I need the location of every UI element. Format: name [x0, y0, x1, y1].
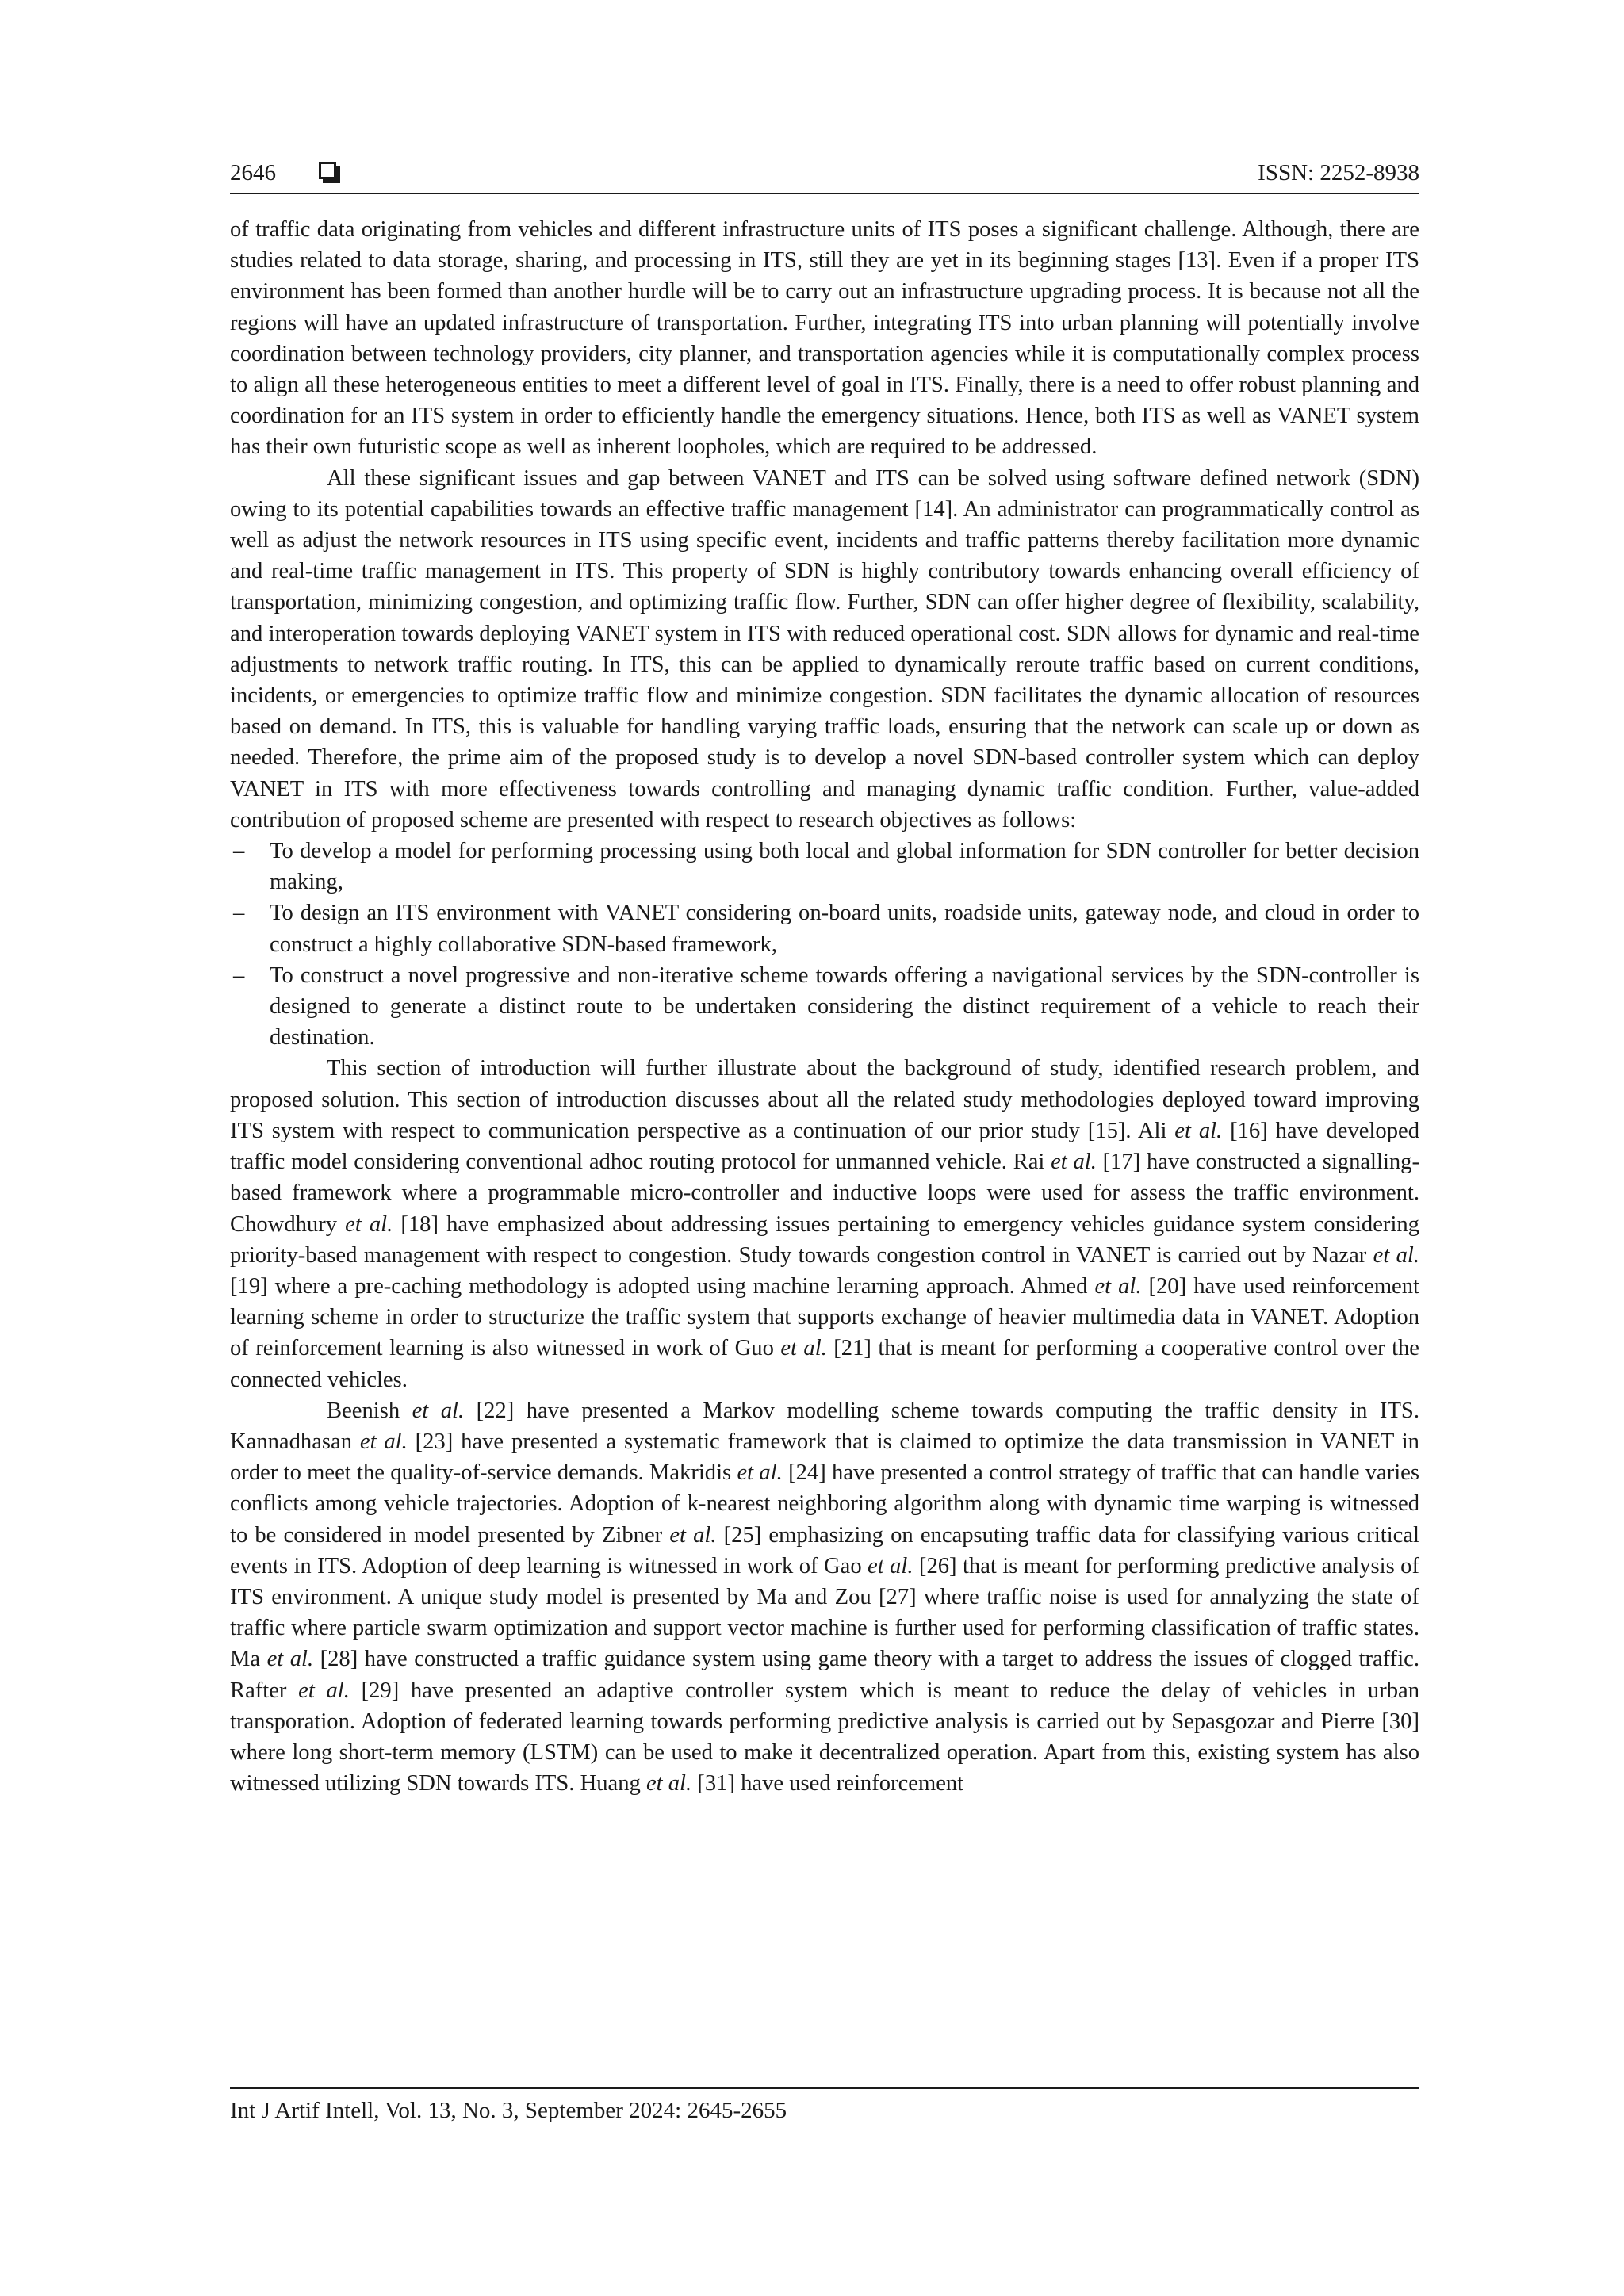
text-run: [16] have developed traffic model considering conventional adhoc routing protocol for unmanned vehicle. Rai — [230, 1118, 1419, 1175]
et-al: et al. — [1094, 1273, 1142, 1299]
header-divider — [230, 193, 1419, 194]
et-al: et al. — [645, 1771, 692, 1797]
et-al: et al. — [298, 1678, 350, 1703]
text-run: [31] have used reinforcement — [691, 1771, 964, 1797]
dash-bullet: – — [233, 901, 245, 926]
square-bullet-icon — [319, 162, 336, 179]
text-run: [25] emphasizing on encapsuting traffic data for classifying various critical events in ITS. Adoption of deep learning is witnessed in work of Gao — [230, 1522, 1419, 1578]
et-al: et al. — [345, 1211, 393, 1237]
text-run: [23] have presented a systematic framework that is claimed to optimize the data transmission in VANET in order to meet the quality-of-service demands. Makridis — [230, 1429, 1419, 1486]
dash-bullet: – — [233, 839, 245, 864]
text-run: [21] that is meant for performing a cooperative control over the connected vehicles. — [230, 1336, 1419, 1392]
text-run: [17] have constructed a signalling-based framework where a programmable micro-controller and inductive loops were used for assess the traffic environment. Chowdhury — [230, 1150, 1420, 1237]
list-item — [230, 897, 1419, 959]
text-run: This section of introduction will further illustrate about the background of study, identified research problem, and proposed solution. This section of introduction discusses about all the related study methodologies deployed toward improving ITS system with respect to communication perspective as a continuation of our prior study [15]. Ali — [230, 1056, 1419, 1143]
paragraph-sdn: All these significant issues and gap between VANET and ITS can be solved using software defined network (SDN) owing to its potential capabilities towards an effective traffic management [14]. An administrator can programmatically control as well as adjust the network resources in ITS using specific event, incidents and traffic patterns thereby facilitation more dynamic and real-time traffic management in ITS. This property of SDN is highly contributory towards enhancing overall efficiency of transportation, minimizing congestion, and optimizing traffic flow. Further, SDN can offer higher degree of flexibility, scalability, and interoperation towards deploying VANET system in ITS with reduced operational cost. SDN allows for dynamic and real-time adjustments to network traffic routing. In ITS, this can be applied to dynamically reroute traffic based on current conditions, incidents, or emergencies to optimize traffic flow and minimize congestion. SDN facilitates the dynamic allocation of resources based on demand. In ITS, this is valuable for handling varying traffic loads, ensuring that the network can scale up or down as needed. Therefore, the prime aim of the proposed study is to develop a novel SDN-based controller system which can deploy VANET in ITS with more effectiveness towards controlling and managing dynamic traffic condition. Further, value-added contribution of proposed scheme are presented with respect to research objectives as follows: — [230, 465, 1419, 832]
et-al: et al. — [1051, 1150, 1097, 1175]
text-run: [29] have presented an adaptive controller system which is meant to reduce the delay of vehicles in urban transporation. Adoption of federated learning towards performing predictive analysis is carried out by Sepasgozar and Pierre [30] where long short-term memory (LSTM) can be used to make it decentralized operation. Apart from this, existing system has also witnessed utilizing SDN towards ITS. Huang — [230, 1678, 1420, 1797]
text-run: [26] that is meant for performing predictive analysis of ITS environment. A unique study model is presented by Ma and Zou [27] where traffic noise is used for annalyzing the state of traffic where particle swarm optimization and support vector machine is further used for performing classification of traffic states. Ma — [230, 1553, 1419, 1672]
list-item-text: To develop a model for performing processing using both local and global information for SDN controller for better decision making, — [270, 839, 1419, 895]
article-body — [230, 214, 1419, 1799]
et-al: et al. — [1373, 1242, 1419, 1268]
list-item-text: To design an ITS environment with VANET considering on-board units, roadside units, gateway node, and cloud in order to construct a highly collaborative SDN-based framework, — [270, 901, 1419, 957]
page-footer: Int J Artif Intell, Vol. 13, No. 3, September 2024: 2645-2655 — [230, 2098, 787, 2123]
dash-bullet: – — [233, 962, 245, 988]
issn-label: ISSN: 2252-8938 — [1258, 160, 1419, 186]
text-run: [18] have emphasized about addressing issues pertaining to emergency vehicles guidance system considering priority-based management with respect to congestion. Study towards congestion control in VANET is carried out by Nazar — [230, 1211, 1419, 1268]
list-item — [230, 960, 1419, 1054]
et-al: et al. — [1174, 1118, 1223, 1143]
page-number: 2646 — [230, 160, 276, 186]
text-run: [24] have presented a control strategy of traffic that can handle varies conflicts among vehicle trajectories. Adoption of k-nearest neighboring algorithm along with dynamic time warping is witnessed to be considered in model presented by Zibner — [230, 1460, 1419, 1548]
et-al: et al. — [737, 1460, 783, 1486]
text-run: [22] have presented a Markov modelling scheme towards computing the traffic density in ITS. Kannadhasan — [230, 1398, 1419, 1454]
et-al: et al. — [412, 1398, 465, 1423]
et-al: et al. — [669, 1522, 717, 1548]
list-item-text: To construct a novel progressive and non-iterative scheme towards offering a navigational services by the SDN-controller is designed to generate a distinct route to be undertaken considering the distinct requirement of a vehicle to reach their destination. — [270, 962, 1419, 1050]
objectives-list — [230, 836, 1419, 1053]
et-al: et al. — [780, 1336, 827, 1361]
text-run: Beenish — [327, 1398, 412, 1423]
list-item — [230, 836, 1419, 897]
footer-divider — [230, 2087, 1419, 2089]
text-run: [19] where a pre-caching methodology is adopted using machine lerarning approach. Ahmed — [230, 1273, 1095, 1299]
page-header — [230, 155, 1419, 190]
paragraph-related-work-2 — [230, 1395, 1419, 1800]
text-run: [28] have constructed a traffic guidance system using game theory with a target to address the issues of clogged traffic. Rafter — [230, 1647, 1419, 1703]
text-run: [20] have used reinforcement learning scheme in order to structurize the traffic system that supports exchange of heavier multimedia data in VANET. Adoption of reinforcement learning is also witnessed in work of Guo — [230, 1273, 1419, 1361]
paragraph-related-work-1 — [230, 1053, 1419, 1395]
et-al: et al. — [266, 1647, 314, 1672]
et-al: et al. — [359, 1429, 408, 1454]
et-al: et al. — [868, 1553, 914, 1578]
paragraph-continuation: of traffic data originating from vehicles and different infrastructure units of ITS poses a significant challenge. Although, there are studies related to data storage, sharing, and processing in ITS, still they are yet in its beginning stages [13]. Even if a proper ITS environment has been formed than another hurdle will be to carry out an infrastructure upgrading process. It is because not all the regions will have an updated infrastructure of transportation. Further, integrating ITS into urban planning will potentially involve coordination between technology providers, city planner, and transportation agencies while it is computationally complex process to align all these heterogeneous entities to meet a different level of goal in ITS. Finally, there is a need to offer robust planning and coordination for an ITS system in order to efficiently handle the emergency situations. Hence, both ITS as well as VANET system has their own futuristic scope as well as inherent loopholes, which are required to be addressed. — [230, 217, 1419, 460]
